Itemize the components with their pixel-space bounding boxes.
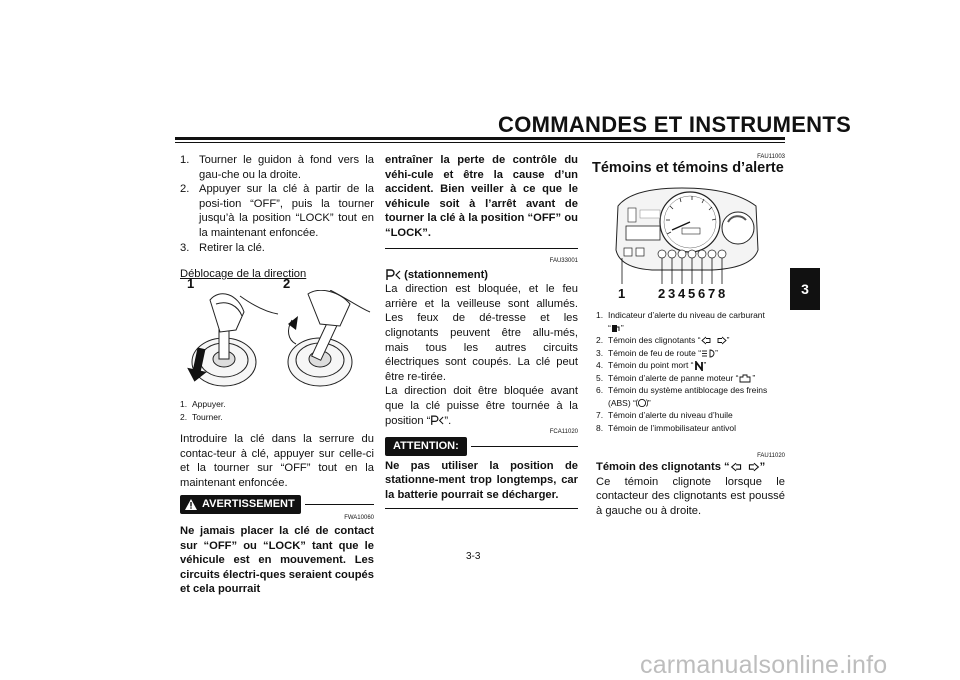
page-title: COMMANDES ET INSTRUMENTS [498, 112, 852, 137]
figure-number-4: 4 [678, 286, 686, 301]
turn-signal-arrows-icon [730, 462, 760, 472]
page-number: 3-3 [466, 551, 481, 562]
parking-heading: (stationnement) [385, 268, 578, 283]
indicator-captions [596, 309, 785, 434]
attention-end-rule [385, 508, 578, 509]
parking-symbol-icon [430, 415, 444, 426]
turn-signal-subheading: Témoin des clignotants “ ” [596, 461, 766, 473]
figure-number-5: 5 [688, 286, 696, 301]
caption-item: 6. Témoin du système antiblocage des freins (ABS) “ ” [596, 385, 768, 408]
indicators-heading: Témoins et témoins d’alerte [592, 160, 784, 176]
caption-item: 2. Témoin des clignotants “ ” [596, 335, 730, 345]
instrument-cluster-illustration [612, 186, 762, 286]
middle-column [385, 153, 578, 509]
figure-number-8: 8 [718, 286, 726, 301]
section-code: FAU33001 [549, 257, 578, 264]
list-item: 3. Retirer la clé. [180, 241, 265, 254]
unlock-paragraph: Introduire la clé dans la serrure du contac-teur à clé, appuyer sur celle-ci et la tourner sur “OFF” tout en la maintenant enfoncée. [180, 433, 374, 489]
warning-end-rule [385, 248, 578, 249]
abs-icon [636, 398, 648, 408]
header-rule-thin [175, 142, 785, 143]
caption-item: 5. Témoin d’alerte de panne moteur “ ” [596, 372, 756, 383]
figure-number-1: 1 [618, 286, 626, 301]
left-column-lower [180, 398, 374, 597]
right-column-lower [596, 309, 785, 518]
neutral-n-icon [694, 361, 704, 371]
caption-item: 4. Témoin du point mort “ ” [596, 360, 707, 370]
unlock-subheading: Déblocage de la direction [180, 268, 307, 281]
caption-item: 7. Témoin d’alerte du niveau d’huile [596, 410, 733, 420]
fuel-pump-icon [611, 324, 621, 333]
figure-number-6: 6 [698, 286, 706, 301]
warning-badge: AVERTISSEMENT [180, 495, 301, 514]
warning-rule [305, 504, 374, 505]
turn-signal-paragraph: Ce témoin clignote lorsque le contacteur des clignotants est poussé à gauche ou à droite. [596, 475, 785, 517]
key-figure [180, 276, 374, 394]
engine-check-icon [738, 374, 752, 383]
caption-item: 3. Témoin de feu de route “ ” [596, 347, 718, 358]
figure-number-2: 2 [658, 286, 666, 301]
warning-triangle-icon [185, 499, 197, 510]
figure-caption [180, 398, 374, 423]
attention-code: FCA11020 [549, 429, 578, 436]
attention-header [385, 437, 578, 456]
warning-continued: entraîner la perte de contrôle du véhi-cule et être la cause d’un accident. Bien veiller à ce que le véhicule soit à l’arrêt avant de tourner la clé à la position “OFF” ou “LOCK”. [385, 154, 578, 239]
caption-item: 1. Appuyer. [180, 399, 226, 409]
caption-item: 2. Tourner. [180, 411, 223, 422]
high-beam-icon [701, 349, 715, 358]
warning-text: Ne jamais placer la clé de contact sur “OFF” ou “LOCK” tant que le véhicule est en mouvement. Les circuits électri-ques seraient coupés et cela pourrait [180, 524, 374, 596]
chapter-tab: 3 [790, 268, 820, 310]
attention-badge: ATTENTION: [385, 437, 467, 456]
turn-signal-arrows-icon [701, 336, 727, 345]
parking-paragraph-2: La direction doit être bloquée avant que la clé puisse être tournée à la position “ ”. [385, 385, 578, 427]
key-illustration [180, 290, 374, 394]
right-column [592, 153, 785, 176]
instrument-figure [612, 186, 762, 304]
list-item: 2. Appuyer sur la clé à partir de la posi-tion “OFF”, puis la tourner jusqu’à la position “LOCK” tout en la maintenant enfoncée. [180, 183, 374, 239]
warning-code: FWA10060 [344, 514, 374, 521]
section-code: FAU11020 [757, 453, 785, 459]
warning-header [180, 495, 374, 514]
figure-number-7: 7 [708, 286, 716, 301]
steps-list [180, 153, 374, 255]
parking-symbol-icon [385, 269, 401, 281]
left-column [180, 153, 374, 282]
figure-label-1: 1 [187, 276, 195, 291]
attention-rule [471, 446, 578, 447]
caption-item: 1. Indicateur d’alerte du niveau de carburant “ ” [596, 310, 765, 333]
attention-text: Ne pas utiliser la position de stationne-ment trop longtemps, car la batterie pourrait se décharger. [385, 459, 578, 501]
watermark: carmanualsonline.info [640, 651, 888, 679]
figure-number-3: 3 [668, 286, 676, 301]
figure-label-2: 2 [283, 276, 291, 291]
caption-item: 8. Témoin de l’immobilisateur antivol [596, 422, 737, 433]
section-code: FAU11003 [757, 154, 785, 160]
parking-paragraph-1: La direction est bloquée, et le feu arrière et la veilleuse sont allumés. Les feux de dé-tresse et les clignotants peuvent être allu-més, mais tous les autres circuits électriques sont coupés. La clé peut être re-tirée. [385, 283, 578, 383]
list-item: 1. Tourner le guidon à fond vers la gau-che ou la droite. [180, 154, 374, 181]
header-rule [175, 137, 785, 140]
